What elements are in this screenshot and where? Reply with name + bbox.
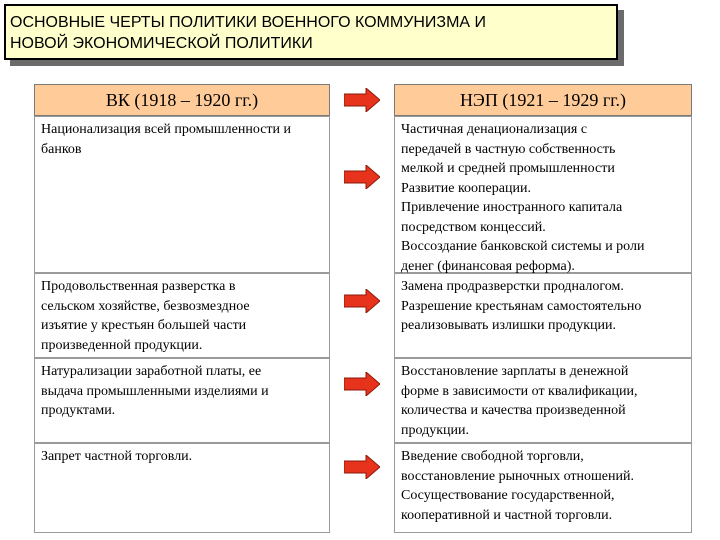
nep-cell (394, 273, 692, 358)
cell-line: произведенной продукции. (41, 337, 203, 353)
cell-lines (401, 120, 685, 276)
nep-cell (394, 358, 692, 443)
nep-cell (394, 116, 692, 273)
nep-cell (394, 443, 692, 533)
cell-line: продуктами. (41, 403, 116, 418)
cell-line: выдача промышленными изделиями и (41, 383, 269, 399)
arrow-right-icon (344, 165, 380, 189)
cell-lines (401, 447, 685, 525)
cell-line: Сосуществование государственной, (401, 488, 615, 503)
cell-lines (41, 120, 323, 159)
war-communism-cell (34, 116, 330, 273)
cell-line: кооперативной и частной торговли. (401, 507, 613, 523)
cell-line: реализовывать излишки продукции. (401, 318, 617, 333)
page-title: ОСНОВНЫЕ ЧЕРТЫ ПОЛИТИКИ ВОЕННОГО КОММУНИЗМА И НОВОЙ ЭКОНОМИЧЕСКОЙ ПОЛИТИКИ (4, 4, 618, 60)
cell-line: количества и качества произведенной (401, 403, 626, 418)
cell-line: Частичная денационализация с (401, 122, 588, 137)
cell-line: Воссоздание банковской системы и роли (401, 239, 645, 254)
arrow-right-icon (344, 289, 380, 313)
cell-line: денег (финансовая реформа). (401, 258, 575, 274)
war-communism-cell (34, 273, 330, 358)
cell-line: мелкой и средней промышленности (401, 161, 615, 176)
cell-line: Развитие кооперации. (401, 180, 531, 196)
cell-line: восстановление рыночных отношений. (401, 468, 634, 484)
cell-line: продукции. (401, 422, 469, 438)
war-communism-cell (34, 358, 330, 443)
cell-lines (41, 277, 323, 355)
arrow-right-icon (344, 372, 380, 396)
cell-lines (401, 277, 685, 336)
cell-line: передачей в частную собственность (401, 141, 616, 157)
cell-lines (41, 362, 323, 421)
cell-line: Запрет частной торговли. (41, 449, 193, 464)
cell-line: изъятие у крестьян большей части (41, 318, 247, 333)
cell-line: Замена продразверстки продналогом. (401, 279, 624, 294)
cell-lines (41, 447, 323, 467)
cell-line: Продовольственная разверстка в (41, 279, 236, 294)
war-communism-cell (34, 443, 330, 533)
cell-line: Введение свободной торговли, (401, 449, 584, 464)
cell-line: Национализация всей промышленности и (41, 122, 292, 137)
cell-lines (401, 362, 685, 440)
cell-line: сельском хозяйстве, безвозмездное (41, 298, 250, 314)
cell-line: форме в зависимости от квалификации, (401, 383, 638, 399)
header-nep: НЭП (1921 – 1929 гг.) (394, 84, 692, 116)
cell-line: Натурализации заработной платы, ее (41, 364, 262, 379)
arrow-right-icon (344, 455, 380, 479)
header-war-communism: ВК (1918 – 1920 гг.) (34, 84, 330, 116)
cell-line: Разрешение крестьянам самостоятельно (401, 298, 642, 314)
cell-line: Привлечение иностранного капитала (401, 200, 623, 215)
arrow-right-icon (344, 88, 380, 112)
cell-line: Восстановление зарплаты в денежной (401, 364, 629, 379)
cell-line: посредством концессий. (401, 219, 546, 235)
cell-line: банков (41, 141, 82, 157)
